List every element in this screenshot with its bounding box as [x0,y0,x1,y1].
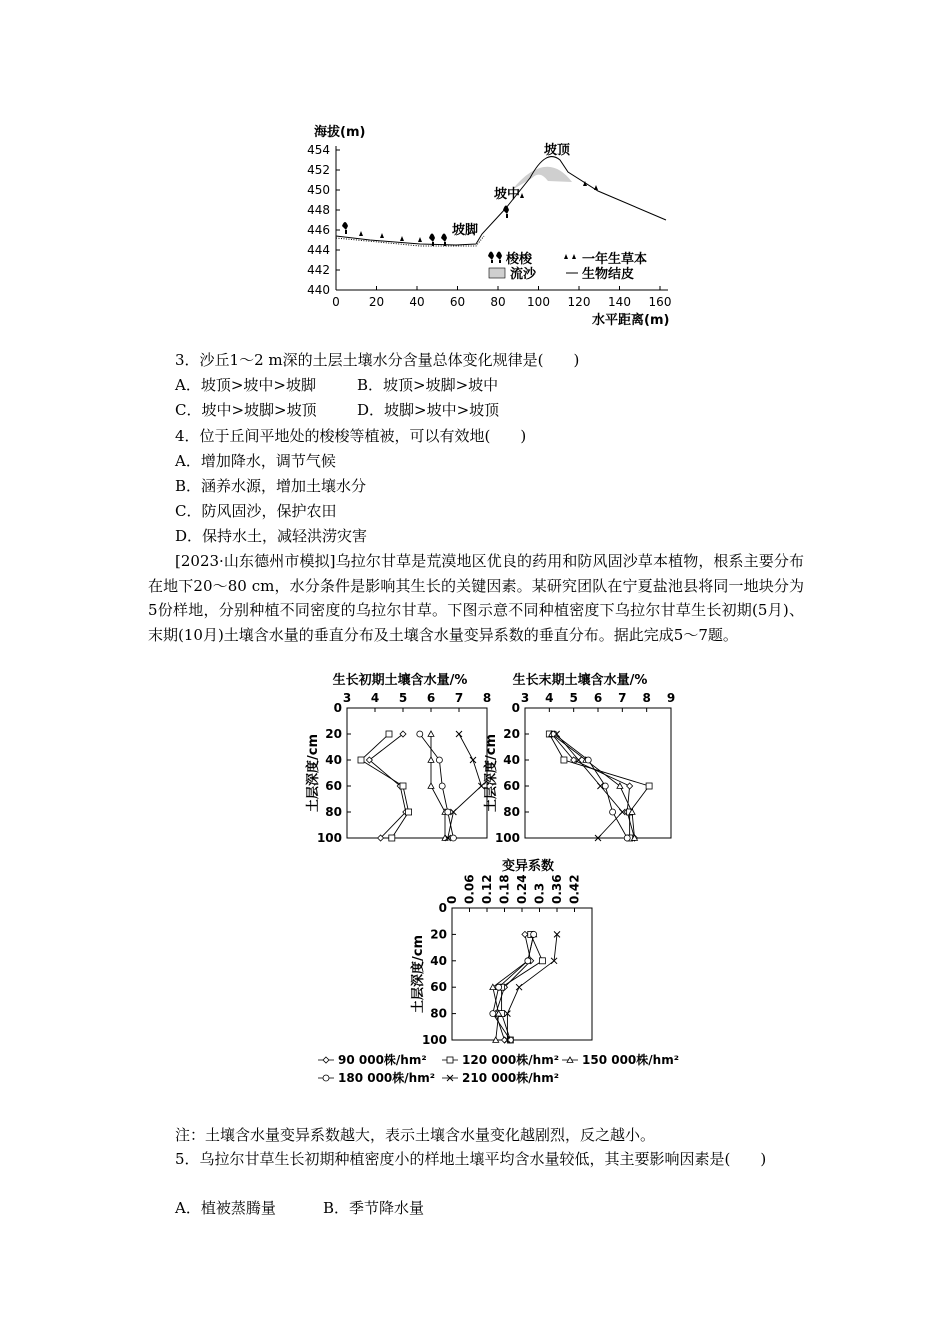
legend-haloxylon: 梭梭 [506,252,533,267]
dune-xtick-label: 0 [332,295,340,309]
chart-xtick-label: 0.12 [480,874,494,904]
q3-option-a[interactable]: A．坡顶>坡中>坡脚 [175,376,316,394]
label-slope-top: 坡顶 [544,143,571,158]
soil-moisture-charts [300,670,690,1094]
chart-xtick-label: 4 [370,691,380,705]
data-point [490,984,496,989]
series-line [557,734,623,838]
q5-option-a[interactable]: A．植被蒸腾量 [175,1199,276,1217]
note: 注：土壤含水量变异系数越大，表示土壤含水量变化越剧烈，反之越小。 [175,1126,656,1144]
chart-xtick-label: 0.36 [550,874,564,904]
q3-option-b[interactable]: B．坡顶>坡脚>坡中 [357,376,499,394]
legend-marker [447,1057,453,1063]
series-5 [445,731,485,841]
chart-ytick-label: 20 [503,727,520,741]
legend-label: 150 000株/hm² [582,1053,679,1067]
chart-xtick-label: 3 [342,691,352,705]
data-point [436,757,442,763]
data-point [502,1037,508,1043]
data-point [585,757,591,763]
chart-3 [410,858,592,1047]
data-point [531,931,537,937]
herb-legend-icon [564,254,576,259]
label-slope-foot: 坡脚 [452,223,479,238]
chart-ytick-label: 80 [503,805,520,819]
dune-ytick-label: 454 [307,143,330,157]
chart-xtick-label: 9 [666,691,676,705]
chart-ylabel: 土层深度/cm [306,733,321,813]
data-point [490,1011,496,1017]
chart-ytick-label: 20 [430,927,447,942]
dune-xtick-label: 100 [527,295,550,309]
dune-yticks [307,143,340,297]
dune-xlabel: 水平距离(m) [592,313,670,328]
chart-title: 生长初期土壤含水量/% [332,673,468,688]
data-point [428,731,434,736]
dune-xtick-label: 60 [449,295,466,309]
chart-ytick-label: 40 [430,953,447,968]
chart-xtick-label: 6 [593,691,603,705]
data-point [400,783,406,789]
passage: [2023·山东德州市模拟]乌拉尔甘草是荒漠地区优良的药用和防风固沙草本植物，根系主要分布在地下20～80 cm，水分条件是影响其生长的关键因素。某研究团队在宁夏盐池县将同一地块分为5份样地，分别种植不同密度的乌拉尔甘草。下图示意不同种植密度下乌拉尔甘草生长初期(5月)、末期(10月)土壤含水量的垂直分布及土壤含水量变异系数的垂直分布。据此完成5～7题。 [148,552,804,644]
chart-ytick-label: 80 [430,1006,447,1021]
chart-ytick-label: 40 [503,753,520,767]
legend-label: 90 000株/hm² [338,1053,427,1067]
chart-xtick-label: 0.24 [515,874,529,904]
q5-stem: 5．乌拉尔甘草生长初期种植密度小的样地土壤平均含水量较低，其主要影响因素是( ) [175,1150,767,1168]
dune-xtick-label: 80 [490,295,506,309]
chart-frame [347,708,487,838]
chart-xtick-label: 0 [445,895,459,904]
q3-options-cd [175,399,499,421]
legend-label: 180 000株/hm² [338,1071,435,1085]
q4-option-d[interactable]: D．保持水土，减轻洪涝灾害 [175,527,368,545]
chart-xtick-label: 0.42 [567,874,582,904]
series-line [552,734,635,838]
data-point [470,757,476,763]
series-2 [358,731,412,841]
data-point [525,958,531,964]
dune-ytick-label: 448 [307,203,330,217]
data-point [386,731,392,737]
chart-xtick-label: 0.18 [497,874,512,904]
data-point [617,783,623,788]
label-slope-mid: 坡中 [494,187,521,202]
shifting-sand-area [512,167,572,190]
dune-ylabel: 海拔(m) [314,125,366,140]
chart-ytick-label: 0 [333,701,342,715]
data-point [610,809,616,815]
haloxylon-legend-icon [488,252,502,264]
chart-ytick-label: 60 [430,980,447,995]
chart-frame [525,708,671,838]
dune-ytick-label: 452 [307,163,330,177]
q4-stem: 4．位于丘间平地处的梭梭等植被，可以有效地( ) [175,427,527,445]
data-point [428,783,434,788]
data-point [522,931,528,937]
chart-xtick-label: 7 [618,691,627,705]
series-line [507,934,557,1040]
series-5 [554,731,626,841]
dune-xtick-label: 20 [368,295,385,309]
dune-profile-figure [300,118,680,338]
legend-herb: 一年生草本 [582,252,648,267]
data-point [561,757,567,763]
chart-1 [305,672,491,845]
chart-ytick-label: 80 [325,805,342,819]
dune-ytick-label: 440 [307,283,330,297]
chart-xtick-label: 5 [398,691,408,705]
dune-xtick-label: 160 [648,295,672,309]
chart-ytick-label: 0 [438,901,447,915]
chart-xtick-label: 7 [454,691,464,705]
series-line [552,734,635,838]
chart-title: 变异系数 [501,859,555,874]
data-point [428,757,434,762]
q3-option-d[interactable]: D．坡脚>坡中>坡顶 [357,401,500,419]
series-line [549,734,649,838]
chart-ytick-label: 100 [421,1033,447,1047]
data-point [507,1037,513,1043]
chart-2 [483,672,675,845]
q5-option-b[interactable]: B．季节降水量 [323,1199,425,1217]
chart-ytick-label: 60 [325,779,342,793]
q4-option-c[interactable]: C．防风固沙，保护农田 [175,502,337,520]
q3-stem: 3．沙丘1～2 m深的土层土壤水分含量总体变化规律是( ) [175,351,580,369]
dune-xtick-label: 40 [409,295,425,309]
data-point [516,984,522,990]
sand-legend-swatch [489,268,505,278]
chart-xtick-label: 6 [426,691,436,705]
q3-option-c[interactable]: C．坡中>坡脚>坡顶 [175,401,317,419]
data-point [456,731,462,737]
chart-ytick-label: 40 [325,753,342,767]
dune-ytick-label: 442 [307,263,330,277]
q3-options-ab [175,374,498,396]
chart-ytick-label: 100 [494,831,520,845]
legend-crust: 生物结皮 [582,267,635,282]
chart-ytick-label: 60 [503,779,520,793]
dune-ytick-label: 446 [307,223,330,237]
chart-ytick-label: 100 [316,831,342,845]
q4-option-a[interactable]: A．增加降水，调节气候 [175,452,336,470]
dune-ytick-label: 450 [307,183,330,197]
dune-xtick-label: 120 [567,295,591,309]
data-point [417,731,423,737]
data-point [439,783,445,789]
dune-xticks [332,286,671,309]
chart-title: 生长末期土壤含水量/% [512,673,648,688]
data-point [496,984,502,990]
data-point [445,809,451,815]
chart-xtick-label: 5 [569,691,578,705]
q5-options [175,1197,424,1219]
q4-option-b[interactable]: B．涵养水源，增加土壤水分 [175,477,367,495]
chart-xtick-label: 0.3 [532,882,547,904]
chart-ytick-label: 20 [325,727,342,741]
series-line [420,734,454,838]
legend-label: 120 000株/hm² [462,1053,559,1067]
chart-xtick-label: 0.06 [462,874,477,904]
data-point [624,835,630,841]
chart-ytick-label: 0 [511,701,520,715]
data-point [450,835,456,841]
data-point [389,835,395,841]
legend-sand: 流沙 [510,267,537,282]
series-2 [546,731,652,841]
legend-marker [323,1057,329,1063]
data-point [358,757,364,763]
chart-xtick-label: 8 [642,691,651,705]
dune-xtick-label: 140 [608,295,631,309]
chart-legend [318,1052,679,1085]
chart-xtick-label: 8 [482,691,492,705]
series-1 [549,731,638,841]
series-3 [549,731,638,840]
dune-legend [488,251,647,282]
chart-xtick-label: 3 [520,691,530,705]
legend-label: 210 000株/hm² [462,1071,559,1085]
chart-xtick-label: 4 [545,691,554,705]
series-line [448,734,482,838]
data-point [627,783,633,789]
dune-ytick-label: 444 [307,243,330,257]
haloxylon-tree-icon [503,206,509,219]
data-point [539,958,545,964]
data-point [646,783,652,789]
chart-ylabel: 土层深度/cm [484,733,499,813]
legend-marker [323,1075,329,1081]
series-5 [504,931,560,1043]
chart-ylabel: 土层深度/cm [411,934,426,1014]
haloxylon-tree-icon [342,222,348,234]
annual-herbs [359,181,598,242]
data-point [406,809,412,815]
